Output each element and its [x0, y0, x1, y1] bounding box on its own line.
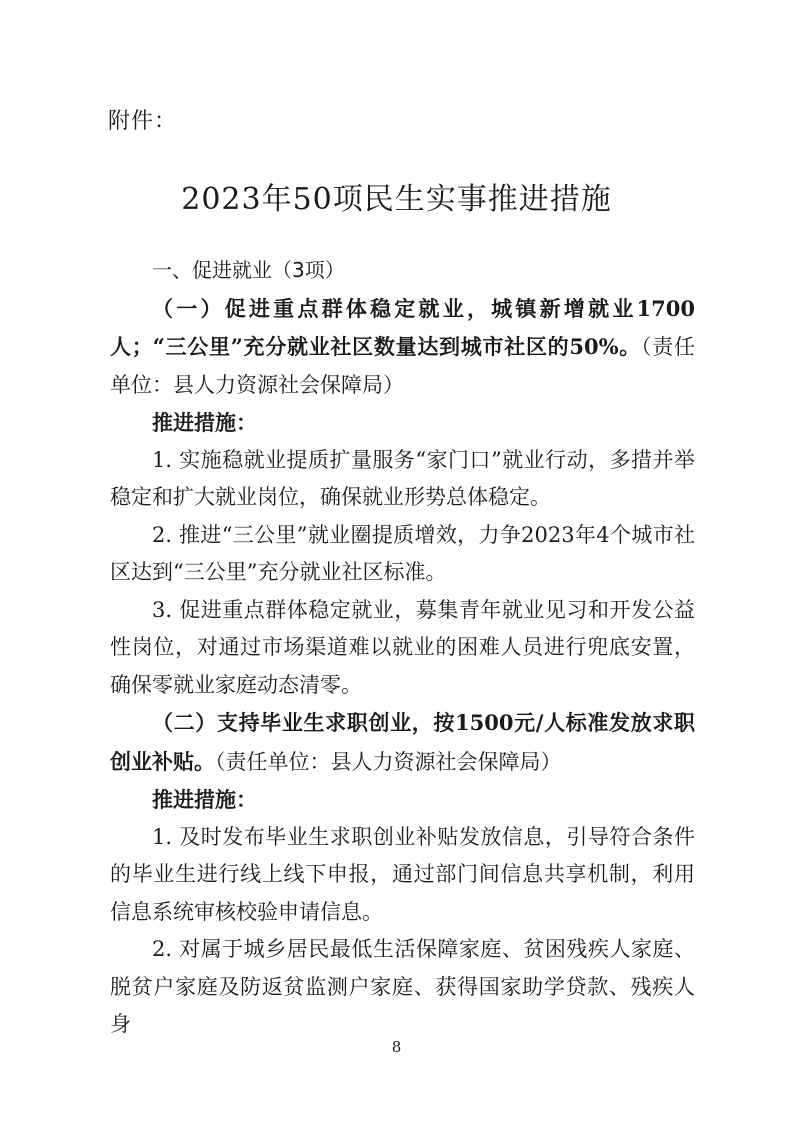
- item-1-paragraph: [110, 290, 695, 405]
- item-1-responsible: （责任单位：县人力资源社会保障局）: [110, 335, 695, 397]
- document-body: [110, 252, 695, 1044]
- item-2-paragraph: [110, 704, 695, 781]
- item-1-measure-1: 1. 实施稳就业提质扩量服务“家门口”就业行动，多措并举稳定和扩大就业岗位，确保就业形势总体稳定。: [110, 447, 695, 509]
- item-1-measure-2: 2. 推进“三公里”就业圈提质增效，力争2023年4个城市社区达到“三公里”充分就业社区标准。: [110, 522, 695, 584]
- item-1-measure-3: 3. 促进重点群体稳定就业，募集青年就业见习和开发公益性岗位，对通过市场渠道难以就业的困难人员进行兜底安置，确保零就业家庭动态清零。: [110, 597, 695, 697]
- item-2-responsible: （责任单位：县人力资源社会保障局）: [215, 749, 562, 774]
- page-number: 8: [391, 1038, 402, 1056]
- item-1-title: （一）促进重点群体稳定就业，城镇新增就业1700人；“三公里”充分就业社区数量达到城市社区的50%。: [110, 295, 695, 359]
- item-2-measures-label: 推进措施：: [152, 787, 257, 812]
- section-heading: 一、促进就业（3项）: [152, 258, 345, 282]
- item-2-measure-1: 1. 及时发布毕业生求职创业补贴发放信息，引导符合条件的毕业生进行线上线下申报，通过部门间信息共享机制，利用信息系统审核校验申请信息。: [110, 824, 695, 924]
- attachment-label: 附件：: [108, 109, 178, 134]
- item-2-measure-2: 2. 对属于城乡居民最低生活保障家庭、贫困残疾人家庭、脱贫户家庭及防返贫监测户家庭、获得国家助学贷款、残疾人身: [110, 937, 695, 1036]
- item-2-title: （二）支持毕业生求职创业，按1500元/人标准发放求职创业补贴。: [110, 710, 695, 774]
- item-1-measures-label: 推进措施：: [152, 410, 257, 435]
- document-title: 2023年50项民生实事推进措施: [181, 182, 612, 217]
